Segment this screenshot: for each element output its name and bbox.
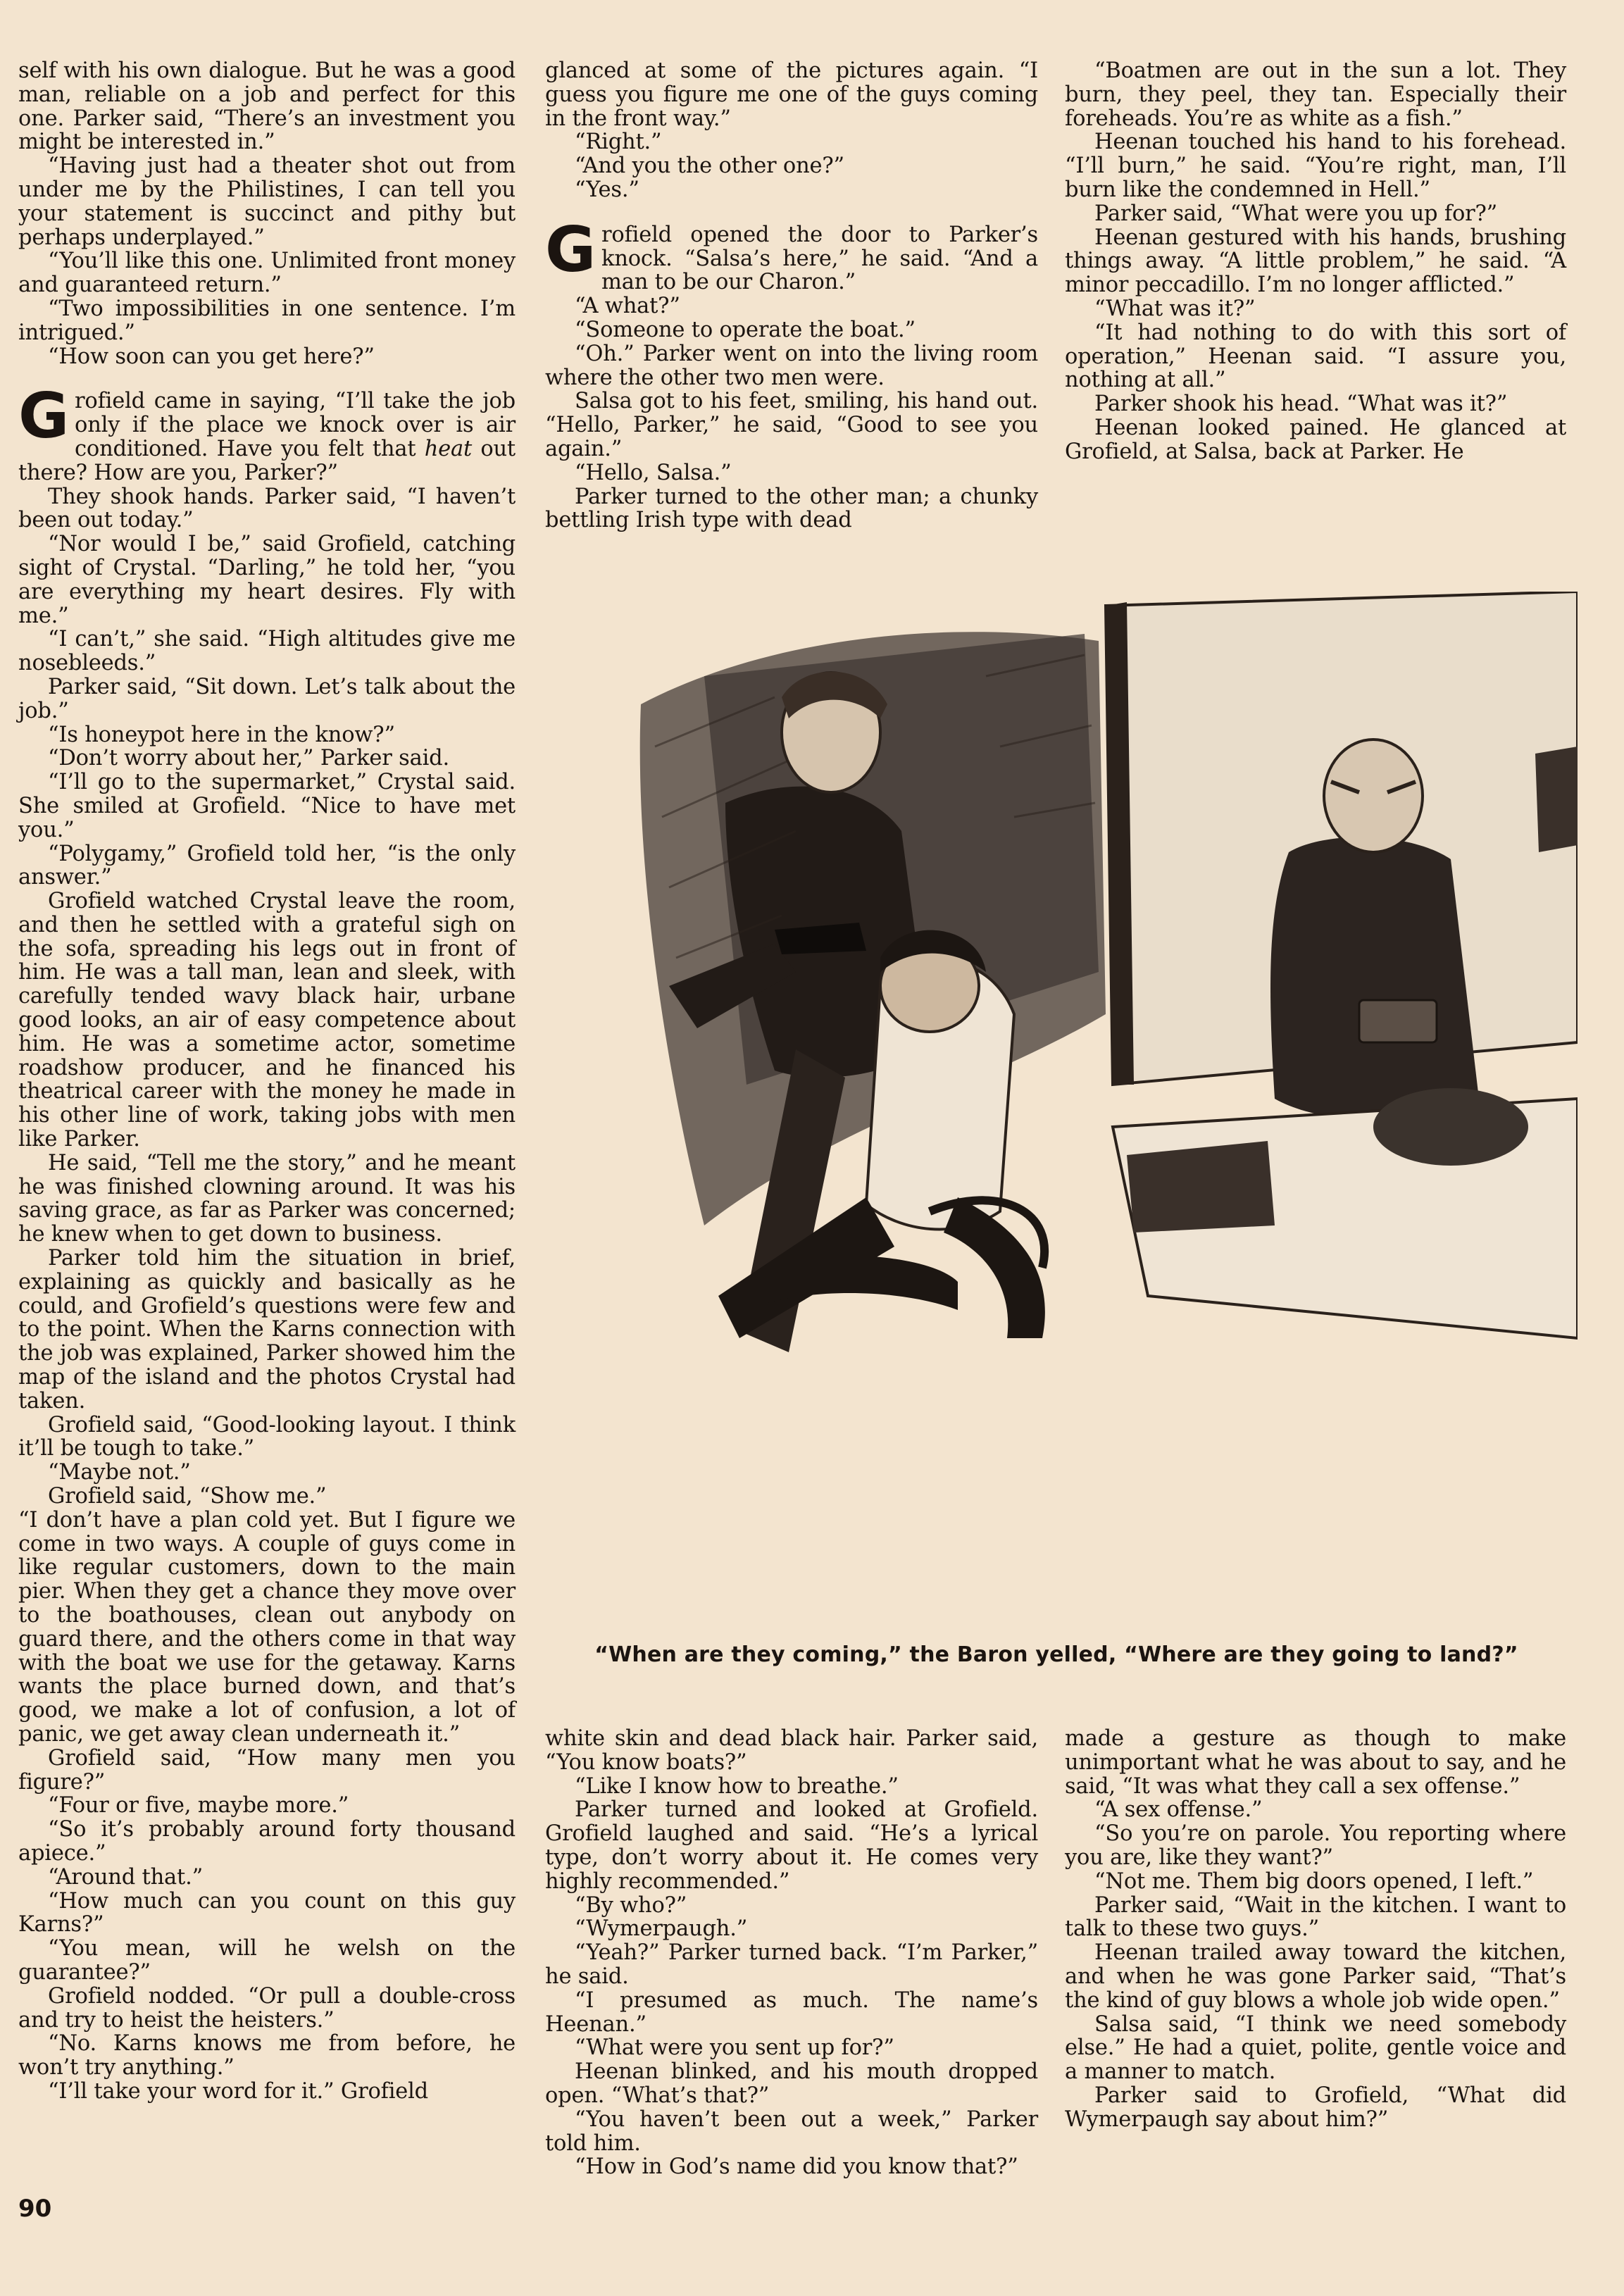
paragraph: He said, “Tell me the story,” and he meant he was finished clowning around. It was his saving grace, as far as Parker was concerned; he knew when to get down to business. (18, 1150, 516, 1247)
paragraph: “No. Karns knows me from before, he won’t try anything.” (18, 2031, 516, 2080)
paragraph: “Nor would I be,” said Grofield, catching sight of Crystal. “Darling,” he told her, “you are everything my heart desires. Fly with me.” (18, 532, 516, 628)
paragraph: “Wymerpaugh.” (575, 1916, 748, 1942)
paragraph: Heenan gestured with his hands, brushing things away. “A little problem,” he said. “A minor peccadillo. I’m no longer afflicted.” (1065, 225, 1566, 298)
paragraph: “You’ll like this one. Unlimited front money and guaranteed return.” (18, 249, 516, 298)
section-start-paragraph (545, 213, 1038, 295)
paragraph: “What were you sent up for?” (575, 2035, 894, 2061)
paragraph: “Having just had a theater shot out from under me by the Philistines, I can tell you your statement is succinct and pithy but perhaps underplayed.” (18, 154, 516, 250)
paragraph: “How in God’s name did you know that?” (575, 2154, 1018, 2180)
paragraph: “I don’t have a plan cold yet. But I figure we come in two ways. A couple of guys come in like regular customers, down to the main pier. When they get a chance they move over to the boathouses, clean out anybody on guard there, and the others come in that way with the boat we use for the getaway. Karns wants the place burned down, and that’s good, we make a lot of confusion, a lot of panic, we get away clean underneath it.” (18, 1507, 516, 1747)
text-column-2-bottom (545, 1727, 1038, 2179)
paragraph: “A sex offense.” (1094, 1797, 1263, 1823)
paragraph: “Someone to operate the boat.” (575, 317, 916, 342)
paragraph: “Around that.” (48, 1864, 203, 1890)
paragraph: glanced at some of the pictures again. “I guess you figure me one of the guys coming in the front way.” (545, 58, 1038, 131)
paragraph: “I’ll go to the supermarket,” Crystal said. She smiled at Grofield. “Nice to have met you.” (18, 770, 516, 842)
paragraph: “You haven’t been out a week,” Parker told him. (545, 2107, 1038, 2156)
paragraph: Parker said, “Sit down. Let’s talk about the job.” (18, 674, 516, 723)
paragraph: “I’ll take your word for it.” Grofield (48, 2078, 428, 2104)
page-number: 90 (18, 2195, 52, 2223)
paragraph: “Two impossibilities in one sentence. I’m intrigued.” (18, 296, 516, 345)
desk (1113, 1088, 1578, 1338)
paragraph-text: rofield came in saying, “I’ll take the job only if the place we knock over is air conditioned. Have you felt that (75, 389, 516, 461)
paragraph: “A what?” (575, 294, 680, 319)
paragraph: “What was it?” (1094, 296, 1256, 321)
paragraph: “Yeah?” Parker turned back. “I’m Parker,” he said. (545, 1940, 1038, 1989)
paragraph: Parker said to Grofield, “What did Wymerpaugh say about him?” (1065, 2083, 1566, 2132)
paragraph: “How much can you count on this guy Karns?” (18, 1888, 516, 1938)
paragraph: Grofield watched Crystal leave the room, and then he settled with a grateful sigh on the sofa, spreading his legs out in front of him. He was a tall man, lean and sleek, with carefully tended wavy black hair, urbane good looks, an air of easy competence about him. He was a sometime actor, sometime roadshow producer, and he financed his theatrical career with the money he made in his other line of work, taking jobs with men like Parker. (18, 889, 516, 1152)
paragraph: “Hello, Salsa.” (575, 460, 732, 485)
paragraph: “Boatmen are out in the sun a lot. They burn, they peel, they tan. Especially their foreheads. You’re as white as a fish.” (1065, 58, 1566, 131)
paragraph: Parker shook his head. “What was it?” (1094, 392, 1508, 417)
paragraph: white skin and dead black hair. Parker said, “You know boats?” (545, 1726, 1038, 1775)
paragraph: “Like I know how to breathe.” (575, 1773, 899, 1799)
section-start-paragraph (18, 380, 516, 485)
text-column-2-top (545, 59, 1038, 532)
paragraph: “Oh.” Parker went on into the living room where the other two men were. (545, 341, 1038, 390)
paragraph: They shook hands. Parker said, “I haven’t been out today.” (18, 484, 516, 533)
paragraph: “You mean, will he welsh on the guarantee?” (18, 1936, 516, 1985)
paragraph: “Don’t worry about her,” Parker said. (48, 746, 449, 771)
paragraph: Heenan looked pained. He glanced at Grofield, at Salsa, back at Parker. He (1065, 415, 1566, 464)
emphasis-text: heat (424, 436, 473, 461)
paragraph: Parker turned and looked at Grofield. Grofield laughed and said. “He’s a lyrical type, don’t worry about it. He comes very highly recommended.” (545, 1797, 1038, 1894)
paragraph: Grofield said, “Good-looking layout. I think it’ll be tough to take.” (18, 1412, 516, 1461)
paragraph: Parker said, “What were you up for?” (1094, 201, 1498, 226)
story-illustration (563, 592, 1578, 1556)
text-column-3-bottom (1065, 1727, 1566, 2132)
paragraph: “Four or five, maybe more.” (48, 1793, 349, 1818)
paragraph: made a gesture as though to make unimportant what he was about to say, and he said, “It was what they call a sex offense.” (1065, 1726, 1566, 1799)
paragraph: “And you the other one?” (575, 154, 844, 179)
paragraph: “Yes.” (575, 177, 639, 202)
paragraph: Heenan touched his hand to his forehead. “I’ll burn,” he said. “You’re right, man, I’ll burn like the condemned in Hell.” (1065, 130, 1566, 202)
text-column-1 (18, 59, 516, 2104)
paragraph: Parker said, “Wait in the kitchen. I want to talk to these two guys.” (1065, 1892, 1566, 1942)
paragraph: Parker turned to the other man; a chunky bettling Irish type with dead (545, 484, 1038, 533)
paragraph: “How soon can you get here?” (48, 344, 375, 369)
text-column-3-top (1065, 59, 1566, 464)
drop-cap: G (18, 380, 70, 453)
paragraph: “Is honeypot here in the know?” (48, 722, 395, 747)
paragraph: Heenan blinked, and his mouth dropped open. “What’s that?” (545, 2059, 1038, 2108)
paragraph: “Maybe not.” (48, 1460, 191, 1485)
paragraph: “I can’t,” she said. “High altitudes give me nosebleeds.” (18, 627, 516, 676)
paragraph: Salsa got to his feet, smiling, his hand out. “Hello, Parker,” he said, “Good to see you again.” (545, 389, 1038, 461)
paragraph: “By who?” (575, 1892, 687, 1918)
paragraph-text: rofield opened the door to Parker’s knock. “Salsa’s here,” he said. “And a man to be our Charon.” (601, 222, 1038, 295)
paragraph: “Right.” (575, 130, 662, 155)
paragraph: Grofield nodded. “Or pull a double-cross and try to heist the heisters.” (18, 1983, 516, 2033)
paragraph: “I presumed as much. The name’s Heenan.” (545, 1988, 1038, 2037)
illustration-caption: “When are they coming,” the Baron yelled, “Where are they going to land?” (594, 1642, 1518, 1667)
paragraph: “So you’re on parole. You reporting where you are, like they want?” (1065, 1821, 1566, 1870)
paragraph: self with his own dialogue. But he was a good man, reliable on a job and perfect for this one. Parker said, “There’s an investment you might be interested in.” (18, 58, 516, 155)
paragraph: “Not me. Them big doors opened, I left.” (1094, 1868, 1534, 1894)
paragraph: “So it’s probably around forty thousand apiece.” (18, 1817, 516, 1866)
paragraph: “Polygamy,” Grofield told her, “is the only answer.” (18, 841, 516, 890)
paragraph: Heenan trailed away toward the kitchen, and when he was gone Parker said, “That’s the kind of guy blows a whole job wide open.” (1065, 1940, 1566, 2013)
paragraph: Grofield said, “Show me.” (48, 1484, 327, 1509)
paragraph: “It had nothing to do with this sort of operation,” Heenan said. “I assure you, nothing at all.” (1065, 320, 1566, 393)
paragraph: Parker told him the situation in brief, explaining as quickly and basically as he could, and Grofield’s questions were few and to the point. When the Karns connection with the job was explained, Parker showed him the map of the island and the photos Crystal had taken. (18, 1246, 516, 1414)
drop-cap: G (545, 213, 596, 286)
paragraph-text: out there? How are you, Parker?” (18, 436, 516, 485)
paragraph: Salsa said, “I think we need somebody else.” He had a quiet, polite, gentle voice and a manner to match. (1065, 2011, 1566, 2085)
paragraph: Grofield said, “How many men you figure?” (18, 1745, 516, 1795)
